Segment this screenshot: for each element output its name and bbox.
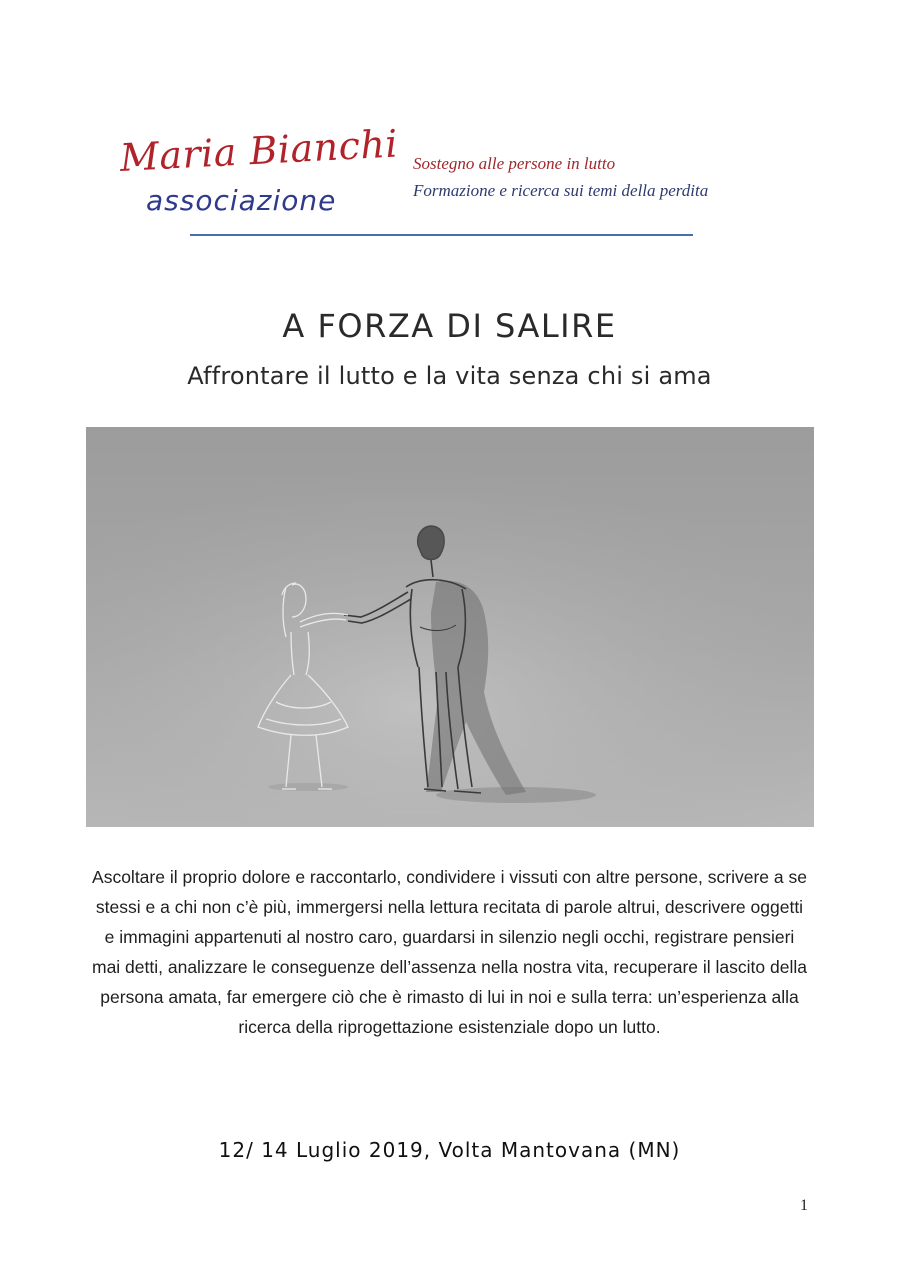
tagline-line-2: Formazione e ricerca sui temi della perdita <box>413 181 709 200</box>
document-subtitle: Affrontare il lutto e la vita senza chi si ama <box>187 362 712 390</box>
document-title: A FORZA DI SALIRE <box>282 307 617 345</box>
sketch-couple-icon <box>86 427 814 827</box>
logo-subtitle: associazione <box>146 184 337 217</box>
cover-illustration <box>86 427 814 827</box>
event-date-location: 12/ 14 Luglio 2019, Volta Mantovana (MN) <box>218 1138 681 1162</box>
tagline <box>413 150 708 204</box>
tagline-line-1: Sostegno alle persone in lutto <box>413 154 616 173</box>
page-number: 1 <box>800 1197 808 1214</box>
description-paragraph: Ascoltare il proprio dolore e raccontarlo, condividere i vissuti con altre persone, scrivere a se stessi e a chi non c’è più, immergersi nella lettura recitata di parole altrui, descrivere oggetti e immagini appartenuti al nostro caro, guardarsi in silenzio negli occhi, registrare pensieri mai detti, analizzare le conseguenze dell’assenza nella nostra vita, recuperare il lascito della persona amata, far emergere ciò che è rimasto di lui in noi e sulla terra: un’esperienza alla ricerca della riprogettazione esistenziale dopo un lutto. <box>92 867 807 1037</box>
association-logo <box>118 121 400 226</box>
logo-name: Maria Bianchi <box>118 121 400 180</box>
header-divider <box>190 234 693 236</box>
